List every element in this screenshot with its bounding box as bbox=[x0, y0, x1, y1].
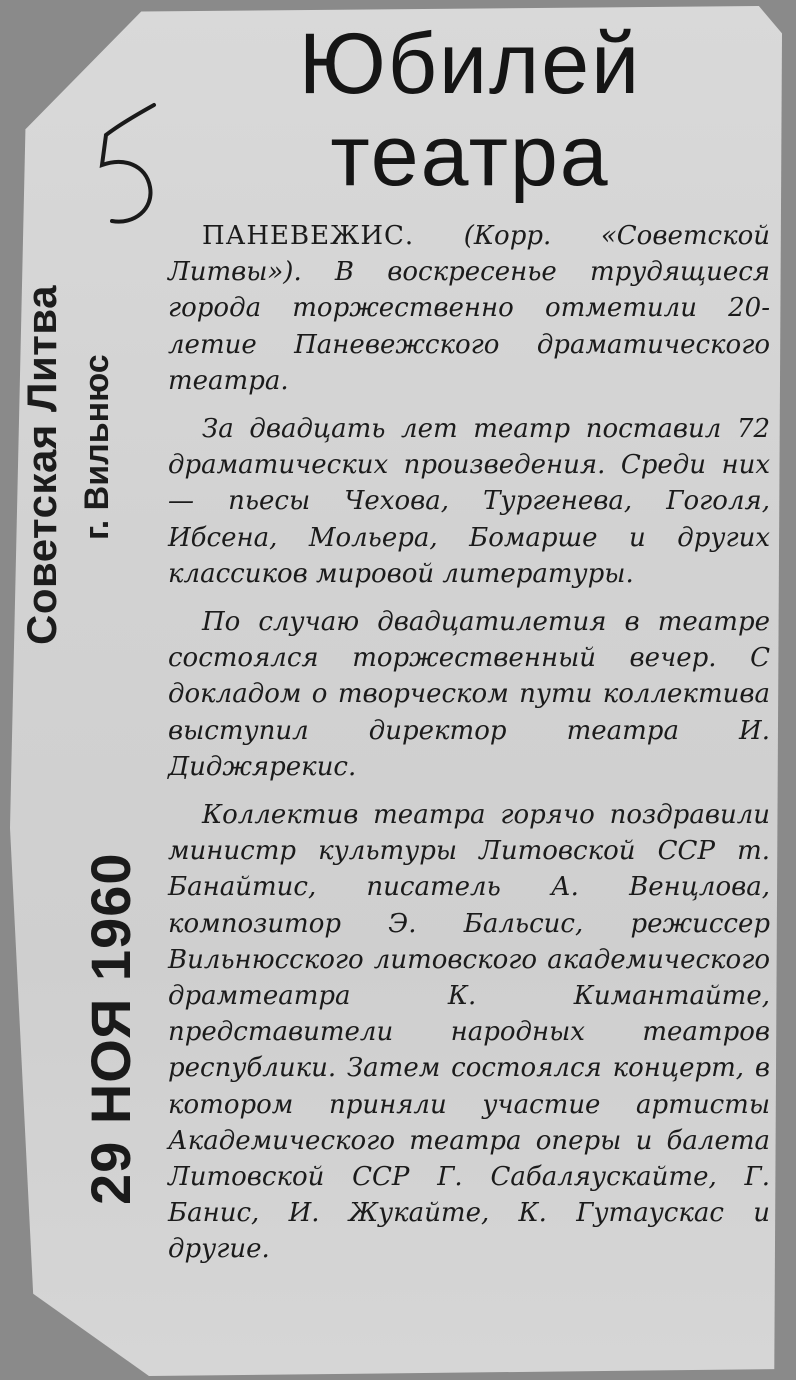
dateline: ПАНЕВЕЖИС. bbox=[202, 221, 415, 251]
paragraph-4: Коллектив театра горячо поздравили министр культуры Литовской ССР т. Банайтис, писатель А. Венцлова, композитор Э. Бальсис, режиссер Вильнюсского литовского академического драмтеатра К. Кимантайте, представители народных театров республики. Затем состоялся концерт, в котором приняли участие артисты Академического театра оперы и балета Литовской ССР Г. Сабаляускайте, Г. Банис, И. Жукайте, К. Гутаускас и другие. bbox=[168, 800, 770, 1265]
article-title bbox=[200, 18, 740, 202]
paragraph-1 bbox=[168, 218, 770, 399]
handwritten-mark bbox=[84, 95, 174, 235]
stamp-date: 29 НОЯ 1960 bbox=[79, 852, 142, 1205]
paragraph-3: По случаю двадцатилетия в театре состоялся торжественный вечер. С докладом о творческом пути коллектива выступил директор театра И. Диджярекис. bbox=[168, 607, 770, 782]
paragraph-1-text: (Корр. «Советской Литвы»). В воскресенье трудящиеся города торжественно отметили 20-летие Паневежского драматического театра. bbox=[168, 221, 770, 396]
paragraph-2: За двадцать лет театр поставил 72 драматических произведения. Среди них — пьесы Чехова, Тургенева, Гоголя, Ибсена, Мольера, Бомарше и других классиков мировой литературы. bbox=[168, 414, 770, 589]
title-line-1: Юбилей bbox=[298, 16, 642, 112]
stamp-newspaper-name: Советская Литва bbox=[18, 285, 65, 645]
stamp-city: г. Вильнюс bbox=[78, 354, 116, 540]
article-body bbox=[168, 218, 770, 1280]
title-line-2: театра bbox=[330, 108, 610, 204]
